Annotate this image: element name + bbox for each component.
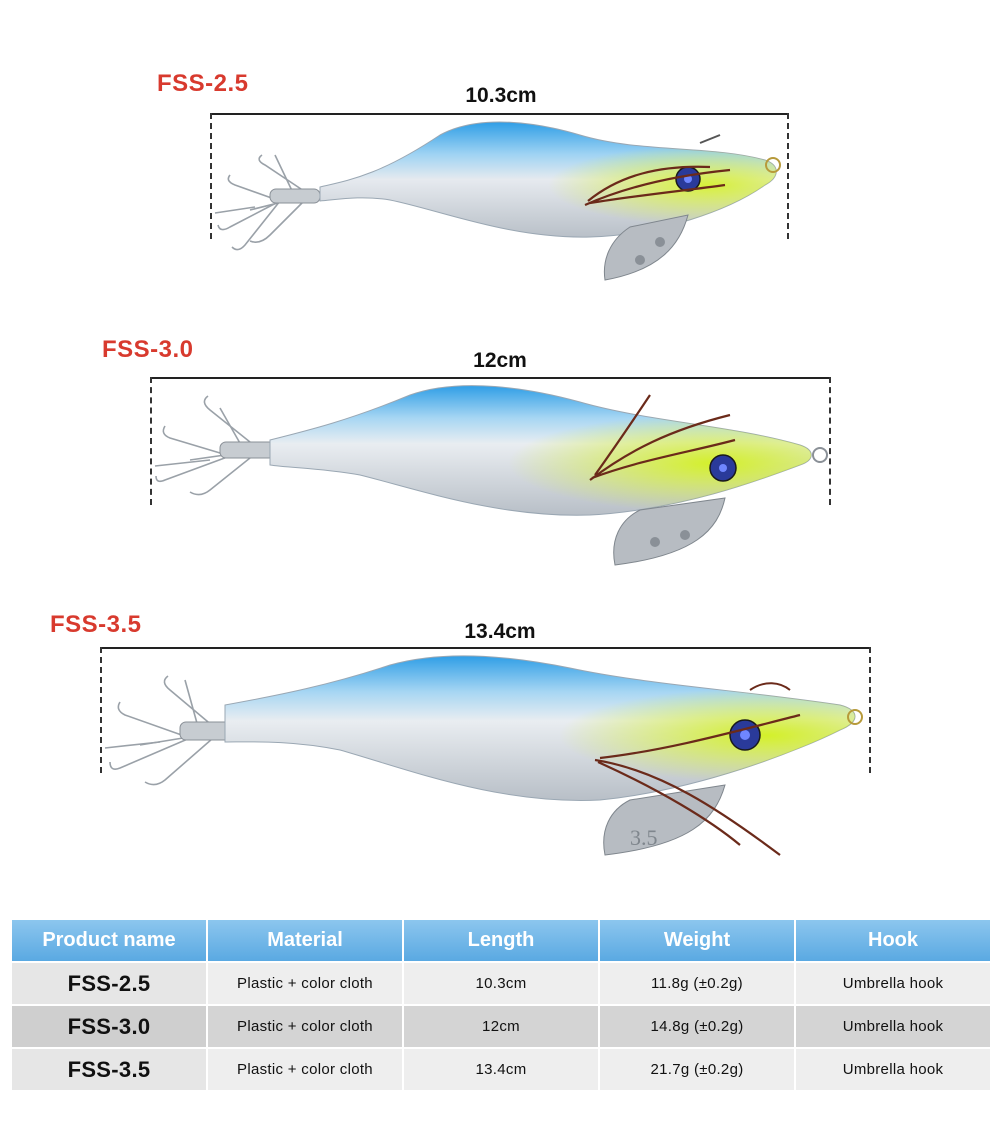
table-row: [12, 963, 990, 1004]
model-label-fss-3-5: FSS-3.5: [50, 611, 142, 638]
cell-hook: Umbrella hook: [796, 1049, 990, 1090]
header-length: Length: [404, 920, 598, 961]
cell-product-name: FSS-3.0: [12, 1006, 206, 1047]
model-label-fss-3-0: FSS-3.0: [102, 336, 194, 363]
squid-jig-image-fss-2-5: [210, 115, 790, 290]
cell-weight: 21.7g (±0.2g): [600, 1049, 794, 1090]
header-weight: Weight: [600, 920, 794, 961]
header-material: Material: [208, 920, 402, 961]
squid-jig-image-fss-3-0: [150, 380, 835, 575]
header-product-name: Product name: [12, 920, 206, 961]
squid-jig-image-fss-3-5: [100, 650, 875, 865]
dimension-line-fss-3-5: [101, 647, 871, 649]
spec-table: [10, 918, 992, 1092]
cell-length: 12cm: [404, 1006, 598, 1047]
cell-weight: 11.8g (±0.2g): [600, 963, 794, 1004]
table-row: [12, 1006, 990, 1047]
length-label-fss-3-5: 13.4cm: [464, 620, 536, 643]
cell-hook: Umbrella hook: [796, 963, 990, 1004]
header-hook: Hook: [796, 920, 990, 961]
cell-material: Plastic + color cloth: [208, 963, 402, 1004]
cell-product-name: FSS-2.5: [12, 963, 206, 1004]
cell-weight: 14.8g (±0.2g): [600, 1006, 794, 1047]
dimension-line-fss-3-0: [151, 377, 831, 379]
table-header-row: [12, 920, 990, 961]
model-label-fss-2-5: FSS-2.5: [157, 70, 249, 97]
cell-material: Plastic + color cloth: [208, 1049, 402, 1090]
cell-length: 10.3cm: [404, 963, 598, 1004]
length-label-fss-2-5: 10.3cm: [465, 84, 537, 107]
length-label-fss-3-0: 12cm: [473, 349, 527, 372]
table-row: [12, 1049, 990, 1090]
cell-length: 13.4cm: [404, 1049, 598, 1090]
cell-product-name: FSS-3.5: [12, 1049, 206, 1090]
cell-hook: Umbrella hook: [796, 1006, 990, 1047]
fin-mark: 3.5: [630, 825, 658, 850]
cell-material: Plastic + color cloth: [208, 1006, 402, 1047]
